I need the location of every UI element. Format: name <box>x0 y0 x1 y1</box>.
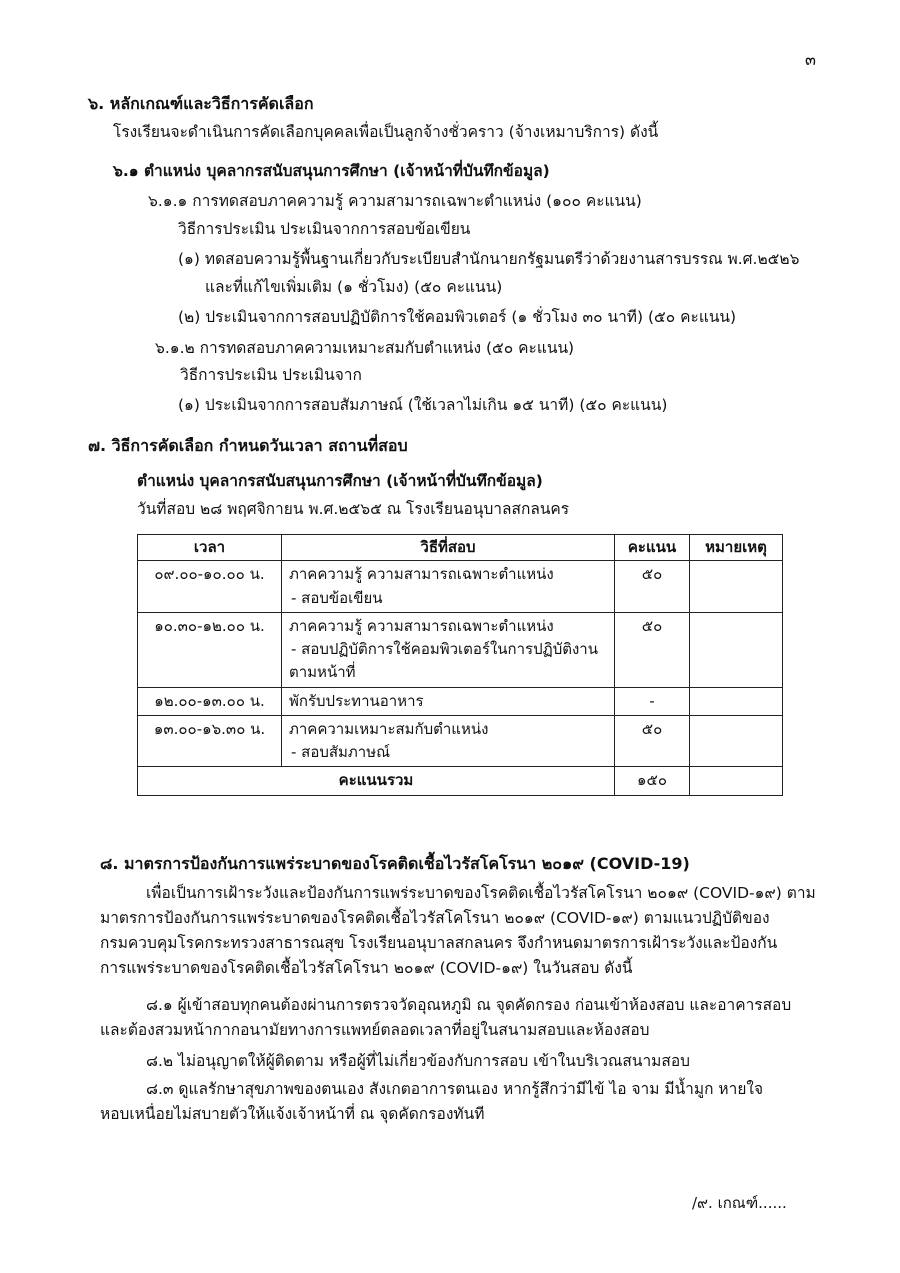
item-6-1-1-b: (๒) ประเมินจากการสอบปฏิบัติการใช้คอมพิวเตอร์ (๑ ชั่วโมง ๓๐ นาที) (๕๐ คะแนน) <box>178 308 737 326</box>
row-score: ๕๐ <box>615 715 690 767</box>
row-method <box>282 715 615 767</box>
table-row <box>138 612 783 687</box>
paragraph-line: หอบเหนื่อยไม่สบายตัวให้แจ้งเจ้าหน้าที่ ณ จุดคัดกรองทันที <box>100 1105 485 1124</box>
paragraph-line: ๘.๑ ผู้เข้าสอบทุกคนต้องผ่านการตรวจวัดอุณหภูมิ ณ จุดคัดกรอง ก่อนเข้าห้องสอบ และอาคารสอบ <box>146 996 792 1014</box>
item-6-1-2-title: ๖.๑.๒ การทดสอบภาคความเหมาะสมกับตำแหน่ง (๕๐ คะแนน) <box>155 339 575 357</box>
row-note <box>690 687 783 715</box>
row-method <box>282 687 615 715</box>
total-score: ๑๕๐ <box>615 767 690 795</box>
table-header-row <box>138 535 783 561</box>
section-8-item-1 <box>100 993 792 1043</box>
row-note <box>690 612 783 687</box>
row-method-line: - สอบสัมภาษณ์ <box>291 743 391 761</box>
section-8-heading: ๘. มาตรการป้องกันการแพร่ระบาดของโรคติดเชื้อไวรัสโคโรนา ๒๐๑๙ (COVID-19) <box>100 854 690 873</box>
exam-schedule-table <box>137 534 783 796</box>
paragraph-line: และต้องสวมหน้ากากอนามัยทางการแพทย์ตลอดเวลาที่อยู่ในสนามสอบและห้องสอบ <box>100 1021 650 1040</box>
header-note: หมายเหตุ <box>690 535 783 561</box>
row-score: - <box>615 687 690 715</box>
row-score: ๕๐ <box>615 612 690 687</box>
row-score: ๕๐ <box>615 561 690 613</box>
row-time: ๐๙.๐๐-๑๐.๐๐ น. <box>138 561 282 613</box>
table-row <box>138 687 783 715</box>
table-row <box>138 561 783 613</box>
row-method-line: ตามหน้าที่ <box>289 663 356 682</box>
row-method-line: - สอบข้อเขียน <box>291 588 383 607</box>
row-method-line: ภาคความเหมาะสมกับตำแหน่ง <box>289 719 489 738</box>
header-time: เวลา <box>138 535 282 561</box>
row-note <box>690 715 783 767</box>
row-method <box>282 612 615 687</box>
total-note <box>690 767 783 795</box>
item-6-1-1-a-line1: (๑) ทดสอบความรู้พื้นฐานเกี่ยวกับระเบียบสำนักนายกรัฐมนตรีว่าด้วยงานสารบรรณ พ.ศ.๒๕๒๖ <box>178 250 800 268</box>
section-7-heading: ๗. วิธีการคัดเลือก กำหนดวันเวลา สถานที่สอบ <box>88 436 408 455</box>
row-method-line: พักรับประทานอาหาร <box>289 691 424 710</box>
section-7-date-place: วันที่สอบ ๒๘ พฤศจิกายน พ.ศ.๒๕๖๕ ณ โรงเรียนอนุบาลสกลนคร <box>137 500 570 518</box>
section-8-paragraph-1 <box>100 881 816 981</box>
paragraph-line: เพื่อเป็นการเฝ้าระวังและป้องกันการแพร่ระบาดของโรคติดเชื้อไวรัสโคโรนา ๒๐๑๙ (COVID-๑๙) ตาม <box>146 884 816 902</box>
row-time: ๑๒.๐๐-๑๓.๐๐ น. <box>138 687 282 715</box>
row-time: ๑๓.๐๐-๑๖.๓๐ น. <box>138 715 282 767</box>
page-number: ๓ <box>805 50 816 69</box>
section-7-position: ตำแหน่ง บุคลากรสนับสนุนการศึกษา (เจ้าหน้าที่บันทึกข้อมูล) <box>137 472 543 490</box>
section-8-item-2 <box>100 1049 792 1074</box>
item-6-1-2-a: (๑) ประเมินจากการสอบสัมภาษณ์ (ใช้เวลาไม่เกิน ๑๕ นาที) (๕๐ คะแนน) <box>178 396 668 414</box>
paragraph-line: มาตรการป้องกันการแพร่ระบาดของโรคติดเชื้อไวรัสโคโรนา ๒๐๑๙ (COVID-๑๙) ตามแนวปฏิบัติของ <box>100 909 770 928</box>
page-footer-continuation: /๙. เกณฑ์...... <box>692 1194 787 1212</box>
section-6-heading: ๖. หลักเกณฑ์และวิธีการคัดเลือก <box>88 94 314 113</box>
item-6-1-1-a-line2: และที่แก้ไขเพิ่มเติม (๑ ชั่วโมง) (๕๐ คะแนน) <box>205 278 503 296</box>
section-6-1-heading: ๖.๑ ตำแหน่ง บุคลากรสนับสนุนการศึกษา (เจ้าหน้าที่บันทึกข้อมูล) <box>113 162 550 180</box>
paragraph-line: การแพร่ระบาดของโรคติดเชื้อไวรัสโคโรนา ๒๐๑๙ (COVID-๑๙) ในวันสอบ ดังนี้ <box>100 959 633 978</box>
table-row <box>138 715 783 767</box>
row-method-line: ภาคความรู้ ความสามารถเฉพาะตำแหน่ง <box>289 616 554 635</box>
row-method-line: ภาคความรู้ ความสามารถเฉพาะตำแหน่ง <box>289 565 554 584</box>
table-total-row <box>138 767 783 795</box>
item-6-1-1-method: วิธีการประเมิน ประเมินจากการสอบข้อเขียน <box>178 220 471 238</box>
row-method-line: - สอบปฏิบัติการใช้คอมพิวเตอร์ในการปฏิบัติงาน <box>291 640 598 658</box>
row-note <box>690 561 783 613</box>
header-score: คะแนน <box>615 535 690 561</box>
paragraph-line: กรมควบคุมโรคกระทรวงสาธารณสุข โรงเรียนอนุบาลสกลนคร จึงกำหนดมาตรการเฝ้าระวังและป้องกัน <box>100 934 778 953</box>
item-6-1-1-title: ๖.๑.๑ การทดสอบภาคความรู้ ความสามารถเฉพาะตำแหน่ง (๑๐๐ คะแนน) <box>148 192 642 210</box>
section-6-intro: โรงเรียนจะดำเนินการคัดเลือกบุคคลเพื่อเป็นลูกจ้างชั่วคราว (จ้างเหมาบริการ) ดังนี้ <box>113 123 659 141</box>
total-label: คะแนนรวม <box>138 767 615 795</box>
paragraph-line: ๘.๓ ดูแลรักษาสุขภาพของตนเอง สังเกตอาการตนเอง หากรู้สึกว่ามีไข้ ไอ จาม มีน้ำมูก หายใจ <box>146 1080 764 1098</box>
paragraph-line: ๘.๒ ไม่อนุญาตให้ผู้ติดตาม หรือผู้ที่ไม่เกี่ยวข้องกับการสอบ เข้าในบริเวณสนามสอบ <box>146 1052 691 1070</box>
row-method <box>282 561 615 613</box>
section-8-item-3 <box>100 1077 792 1127</box>
header-method: วิธีที่สอบ <box>282 535 615 561</box>
item-6-1-2-method: วิธีการประเมิน ประเมินจาก <box>180 366 362 384</box>
row-time: ๑๐.๓๐-๑๒.๐๐ น. <box>138 612 282 687</box>
